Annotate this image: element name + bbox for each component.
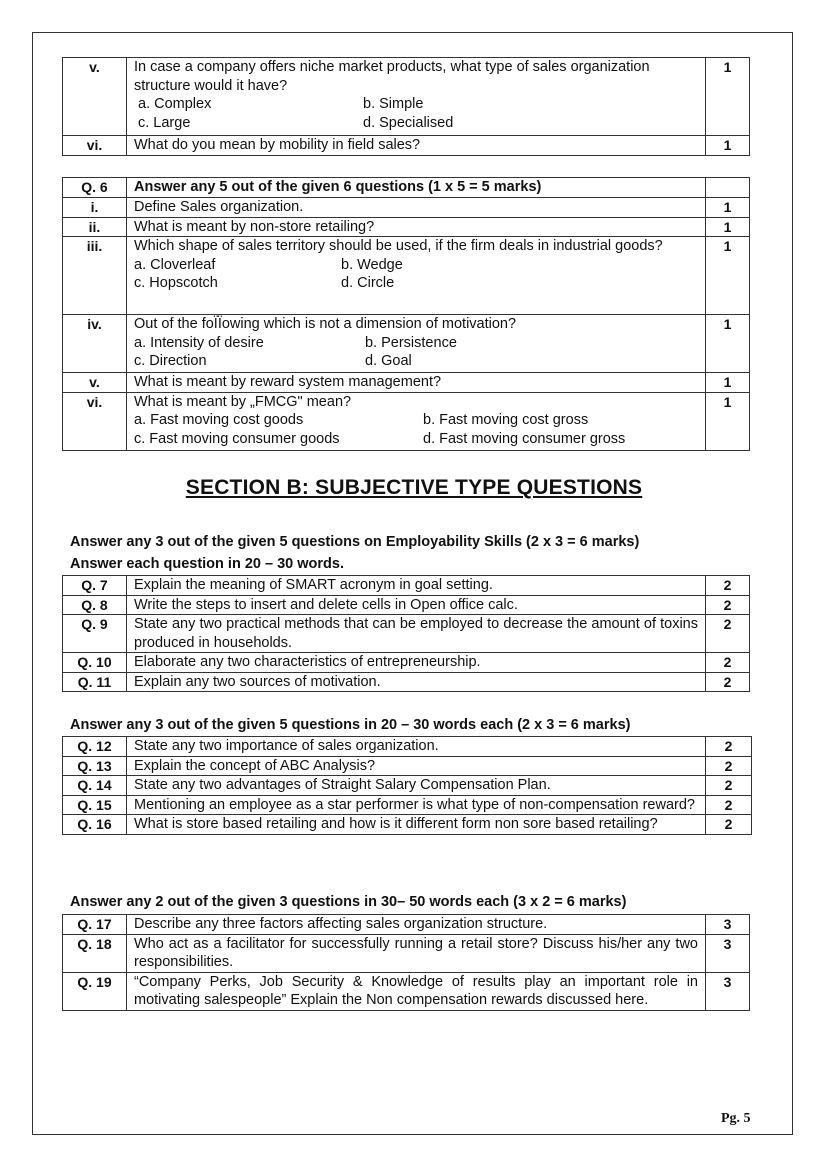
- question-cell: [127, 237, 706, 315]
- question-cell: [127, 58, 706, 136]
- option: c. Direction: [134, 353, 207, 369]
- marks: 2: [706, 653, 750, 673]
- question-number: Q. 6: [63, 178, 127, 198]
- question-table-q6: [62, 177, 750, 451]
- question-text: Elaborate any two characteristics of entrepreneurship.: [127, 653, 706, 673]
- table-row: [63, 136, 750, 156]
- question-number: vi.: [63, 136, 127, 156]
- option: b. Simple: [363, 96, 424, 112]
- table-row: [63, 615, 750, 653]
- marks: 1: [706, 136, 750, 156]
- option: d. Specialised: [363, 114, 454, 131]
- question-text: In case a company offers niche market products, what type of sales organization structure would it have?: [134, 59, 650, 94]
- question-text: What is meant by „FMCG" mean?: [134, 393, 352, 410]
- question-text: Explain the meaning of SMART acronym in goal setting.: [127, 576, 706, 596]
- question-text: What is meant by non-store retailing?: [127, 217, 706, 237]
- question-text: Write the steps to insert and delete cells in Open office calc.: [127, 595, 706, 615]
- question-number: Q. 9: [63, 615, 127, 653]
- question-number: Q. 19: [63, 972, 127, 1010]
- question-options: [134, 411, 698, 448]
- marks: 2: [706, 615, 750, 653]
- question-options: [134, 256, 698, 293]
- table-row: [63, 672, 750, 692]
- question-number: Q. 14: [63, 776, 127, 796]
- table-row: [63, 58, 750, 136]
- question-number: Q. 8: [63, 595, 127, 615]
- question-number: Q. 7: [63, 576, 127, 596]
- question-number: i.: [63, 198, 127, 218]
- table-row: [63, 653, 750, 673]
- table-row: [63, 373, 750, 393]
- question-number: Q. 15: [63, 795, 127, 815]
- marks: 2: [706, 776, 752, 796]
- question-number: iv.: [63, 315, 127, 373]
- option: d. Fast moving consumer gross: [423, 430, 626, 447]
- question-cell: [127, 392, 706, 450]
- question-cell: [127, 315, 706, 373]
- table-row: [63, 237, 750, 315]
- table-row: [63, 315, 750, 373]
- question-text: What do you mean by mobility in field sales?: [127, 136, 706, 156]
- marks: 1: [706, 198, 750, 218]
- option: d. Goal: [365, 353, 412, 369]
- question-number: v.: [63, 373, 127, 393]
- marks: 3: [706, 934, 750, 972]
- table-row: [63, 934, 750, 972]
- question-text: Explain any two sources of motivation.: [127, 672, 706, 692]
- option: a. Cloverleaf: [134, 256, 216, 273]
- question-number: Q. 13: [63, 756, 127, 776]
- question-text: What is meant by reward system management?: [127, 373, 706, 393]
- option: b. Persistence: [365, 334, 457, 351]
- table-row: [63, 776, 752, 796]
- table-row: [63, 198, 750, 218]
- option: b. Fast moving cost gross: [423, 412, 589, 428]
- marks-empty: [706, 178, 750, 198]
- question-table-group2: [62, 736, 752, 835]
- option: a. Intensity of desire: [134, 334, 264, 351]
- question-number: Q. 16: [63, 815, 127, 835]
- group1-instruction-words: Answer each question in 20 – 30 words.: [70, 556, 344, 572]
- question-number: Q. 10: [63, 653, 127, 673]
- table-row: [63, 795, 752, 815]
- option: c. Hopscotch: [134, 275, 218, 291]
- marks: 3: [706, 972, 750, 1010]
- question-text: Mentioning an employee as a star performer is what type of non-compensation reward?: [127, 795, 706, 815]
- option: a. Complex: [138, 96, 212, 112]
- question-text: Define Sales organization.: [127, 198, 706, 218]
- marks: 2: [706, 737, 752, 757]
- question-table-q5-continued: [62, 57, 750, 156]
- question-number: ii.: [63, 217, 127, 237]
- question-table-group3: [62, 914, 750, 1011]
- question-number: Q. 11: [63, 672, 127, 692]
- question-options: [134, 95, 698, 132]
- question-text: State any two practical methods that can be employed to decrease the amount of toxins produced in households.: [127, 615, 706, 653]
- question-table-group1: [62, 575, 750, 692]
- table-row: [63, 972, 750, 1010]
- marks: 1: [706, 373, 750, 393]
- table-row: [63, 815, 752, 835]
- marks: 1: [706, 315, 750, 373]
- marks: 1: [706, 237, 750, 315]
- option: b. Wedge: [341, 256, 403, 273]
- option: d. Circle: [341, 275, 395, 291]
- table-row: [63, 576, 750, 596]
- question-text: Which shape of sales territory should be used, if the firm deals in industrial goods?: [134, 238, 663, 254]
- table-row: [63, 756, 752, 776]
- question-number: v.: [63, 58, 127, 136]
- group2-instruction: Answer any 3 out of the given 5 questions in 20 – 30 words each (2 x 3 = 6 marks): [70, 717, 631, 733]
- marks: 2: [706, 576, 750, 596]
- question-text: What is store based retailing and how is it different form non sore based retailing?: [127, 815, 706, 835]
- table-row: [63, 392, 750, 450]
- option: a. Fast moving cost goods: [134, 412, 304, 428]
- table-row: [63, 737, 752, 757]
- group3-instruction: Answer any 2 out of the given 3 questions in 30– 50 words each (3 x 2 = 6 marks): [70, 894, 627, 910]
- section-title: SECTION B: SUBJECTIVE TYPE QUESTIONS: [185, 476, 643, 499]
- group1-instruction: Answer any 3 out of the given 5 questions on Employability Skills (2 x 3 = 6 marks): [70, 534, 640, 550]
- marks: 2: [706, 795, 752, 815]
- marks: 2: [706, 672, 750, 692]
- question-instruction: Answer any 5 out of the given 6 questions (1 x 5 = 5 marks): [127, 178, 706, 198]
- marks: 1: [706, 58, 750, 136]
- question-number: Q. 12: [63, 737, 127, 757]
- question-number: iii.: [63, 237, 127, 315]
- question-number: Q. 18: [63, 934, 127, 972]
- question-number: Q. 17: [63, 915, 127, 935]
- page-number: Pg. 5: [721, 1111, 751, 1126]
- question-text: Who act as a facilitator for successfully running a retail store? Discuss his/her any two responsibilities.: [127, 934, 706, 972]
- question-text: State any two advantages of Straight Salary Compensation Plan.: [127, 776, 706, 796]
- table-header-row: [63, 178, 750, 198]
- question-text: Explain the concept of ABC Analysis?: [127, 756, 706, 776]
- marks: 1: [706, 392, 750, 450]
- question-number: vi.: [63, 392, 127, 450]
- option: c. Fast moving consumer goods: [134, 430, 340, 447]
- marks: 3: [706, 915, 750, 935]
- question-text: Describe any three factors affecting sales organization structure.: [127, 915, 706, 935]
- table-row: [63, 595, 750, 615]
- marks: 2: [706, 595, 750, 615]
- option: c. Large: [138, 114, 191, 131]
- question-options: [134, 334, 698, 371]
- question-text: Out of the foÏÏowing which is not a dimension of motivation?: [134, 316, 517, 332]
- marks: 1: [706, 217, 750, 237]
- table-row: [63, 217, 750, 237]
- table-row: [63, 915, 750, 935]
- question-text: State any two importance of sales organization.: [127, 737, 706, 757]
- marks: 2: [706, 815, 752, 835]
- marks: 2: [706, 756, 752, 776]
- question-text: “Company Perks, Job Security & Knowledge of results play an important role in motivating salespeople” Explain the Non compensation rewards discussed here.: [127, 972, 706, 1010]
